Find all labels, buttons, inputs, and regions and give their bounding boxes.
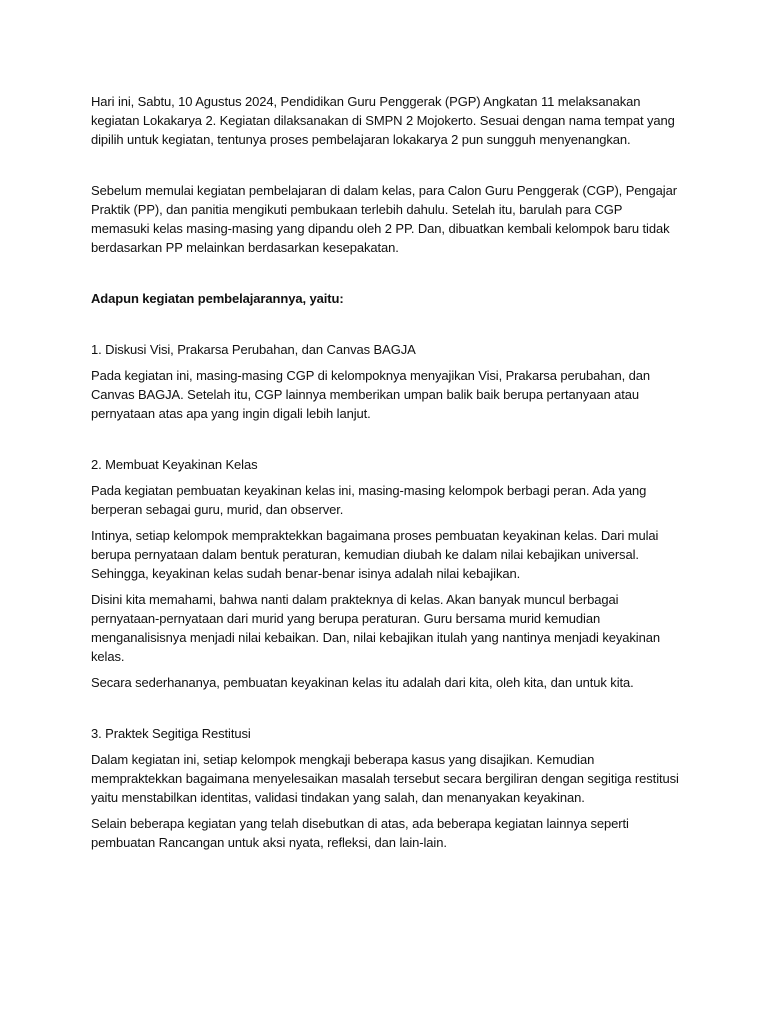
activities-heading: Adapun kegiatan pembelajarannya, yaitu: xyxy=(91,291,344,306)
document-body xyxy=(91,92,681,852)
section3-body-1: Dalam kegiatan ini, setiap kelompok mengkaji beberapa kasus yang disajikan. Kemudian mempraktekkan bagaimana menyelesaikan masalah tersebut secara bergiliran dengan segitiga restitusi yaitu menstabilkan identitas, validasi tindakan yang salah, dan menanyakan keyakinan. xyxy=(91,752,679,805)
section1-body: Pada kegiatan ini, masing-masing CGP di kelompoknya menyajikan Visi, Prakarsa perubahan, dan Canvas BAGJA. Setelah itu, CGP lainnya memberikan umpan balik baik berupa pertanyaan atau pernyataan atas apa yang ingin digali lebih lanjut. xyxy=(91,368,651,421)
section2-body-3: Disini kita memahami, bahwa nanti dalam prakteknya di kelas. Akan banyak muncul berbagai pernyataan-pernyataan dari murid yang berupa peraturan. Guru bersama murid kemudian menganalisisnya menjadi nilai kebaikan. Dan, nilai kebajikan itulah yang nantinya menjadi keyakinan kelas. xyxy=(91,592,660,664)
section2-body-2: Intinya, setiap kelompok mempraktekkan bagaimana proses pembuatan keyakinan kelas. Dari mulai berupa pernyataan dalam bentuk peraturan, kemudian diubah ke dalam nilai kebajikan universal. Sehingga, keyakinan kelas sudah benar-benar isinya adalah nilai kebajikan. xyxy=(91,528,659,581)
section2-body-4: Secara sederhananya, pembuatan keyakinan kelas itu adalah dari kita, oleh kita, dan untuk kita. xyxy=(91,675,634,690)
section2-title: 2. Membuat Keyakinan Kelas xyxy=(91,457,258,472)
section2-body-1: Pada kegiatan pembuatan keyakinan kelas ini, masing-masing kelompok berbagi peran. Ada yang berperan sebagai guru, murid, dan observer. xyxy=(91,483,647,517)
intro-paragraph: Hari ini, Sabtu, 10 Agustus 2024, Pendidikan Guru Penggerak (PGP) Angkatan 11 melaksanakan kegiatan Lokakarya 2. Kegiatan dilaksanakan di SMPN 2 Mojokerto. Sesuai dengan nama tempat yang dipilih untuk kegiatan, tentunya proses pembelajaran lokakarya 2 pun sungguh menyenangkan. xyxy=(91,94,675,147)
section1-title: 1. Diskusi Visi, Prakarsa Perubahan, dan Canvas BAGJA xyxy=(91,342,416,357)
section3-title: 3. Praktek Segitiga Restitusi xyxy=(91,726,251,741)
opening-paragraph: Sebelum memulai kegiatan pembelajaran di dalam kelas, para Calon Guru Penggerak (CGP), Pengajar Praktik (PP), dan panitia mengikuti pembukaan terlebih dahulu. Setelah itu, barulah para CGP memasuki kelas masing-masing yang dipandu oleh 2 PP. Dan, dibuatkan kembali kelompok baru tidak berdasarkan PP melainkan berdasarkan kesepakatan. xyxy=(91,183,677,255)
closing-paragraph: Selain beberapa kegiatan yang telah disebutkan di atas, ada beberapa kegiatan lainnya seperti pembuatan Rancangan untuk aksi nyata, refleksi, dan lain-lain. xyxy=(91,816,629,850)
